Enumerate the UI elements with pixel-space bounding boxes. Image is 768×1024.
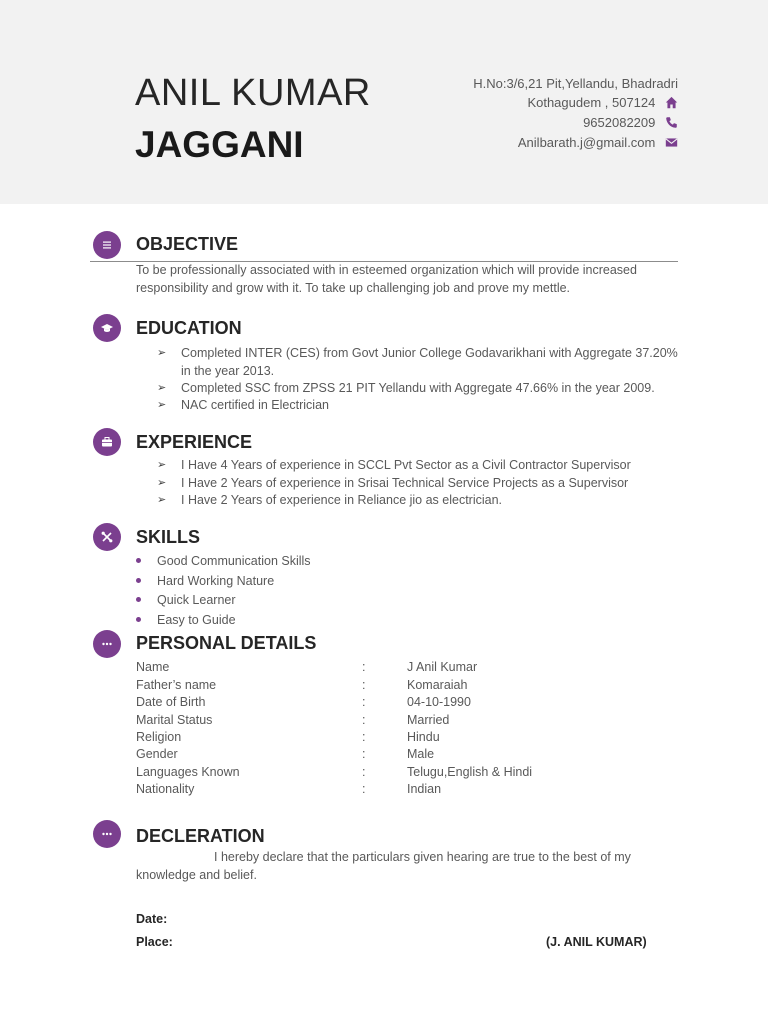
email-icon — [665, 136, 678, 149]
arrow-bullet-icon: ➢ — [157, 347, 167, 359]
phone-icon — [665, 116, 678, 129]
briefcase-icon — [93, 428, 121, 456]
address-line-1: H.No:3/6,21 Pit,Yellandu, Bhadradri — [473, 76, 678, 91]
ellipsis-icon — [93, 820, 121, 848]
list-item: Easy to Guide — [136, 612, 236, 629]
phone-line: 9652082209 — [583, 115, 678, 130]
objective-text: To be professionally associated with in esteemed organization which will provide increased responsibility and grow with it. To take up challenging job and prove my mettle. — [136, 263, 637, 295]
arrow-bullet-icon: ➢ — [157, 459, 167, 471]
objective-heading: OBJECTIVE — [136, 234, 239, 254]
bullet-dot-icon — [136, 558, 141, 563]
bullet-dot-icon — [136, 597, 141, 602]
personal-details-heading: PERSONAL DETAILS — [136, 633, 317, 653]
list-item: ➢ I Have 2 Years of experience in Srisai Technical Service Projects as a Supervisor — [157, 475, 682, 493]
tools-icon — [93, 523, 121, 551]
resume-header — [0, 0, 768, 204]
declaration-heading: DECLERATION — [136, 826, 265, 846]
list-item: ➢ Completed INTER (CES) from Govt Junior College Godavarikhani with Aggregate 37.20% in the year 2013. — [157, 346, 678, 378]
signature-name: (J. ANIL KUMAR) — [546, 935, 647, 949]
declaration-text-line-1: I hereby declare that the particulars given hearing are true to the best of my — [214, 850, 631, 864]
address-line-2: Kothagudem , 507124 — [527, 95, 678, 110]
arrow-bullet-icon: ➢ — [157, 477, 167, 489]
objective-icon — [93, 231, 121, 259]
arrow-bullet-icon: ➢ — [157, 399, 167, 411]
list-item: Hard Working Nature — [136, 573, 274, 590]
education-heading: EDUCATION — [136, 318, 242, 338]
home-icon — [665, 96, 678, 109]
date-label: Date: — [136, 912, 168, 926]
list-item: ➢ I Have 4 Years of experience in SCCL Pvt Sector as a Civil Contractor Supervisor — [157, 457, 682, 475]
skills-heading: SKILLS — [136, 527, 201, 547]
arrow-bullet-icon: ➢ — [157, 382, 167, 394]
ellipsis-icon — [93, 630, 121, 658]
list-item: Quick Learner — [136, 592, 236, 609]
first-name: ANIL KUMAR — [135, 72, 371, 114]
experience-heading: EXPERIENCE — [136, 432, 253, 452]
email-line: Anilbarath.j@gmail.com — [518, 135, 678, 150]
declaration-text-line-2: knowledge and belief. — [136, 868, 257, 882]
place-label: Place: — [136, 935, 173, 949]
arrow-bullet-icon: ➢ — [157, 494, 167, 506]
list-item: ➢ Completed SSC from ZPSS 21 PIT Yellandu with Aggregate 47.66% in the year 2009. — [157, 380, 682, 398]
bullet-dot-icon — [136, 578, 141, 583]
bullet-dot-icon — [136, 617, 141, 622]
list-item: ➢ I Have 2 Years of experience in Reliance jio as electrician. — [157, 492, 682, 510]
last-name: JAGGANI — [135, 124, 304, 165]
graduation-cap-icon — [93, 314, 121, 342]
list-item: ➢ NAC certified in Electrician — [157, 397, 682, 415]
list-item: Good Communication Skills — [136, 553, 311, 570]
